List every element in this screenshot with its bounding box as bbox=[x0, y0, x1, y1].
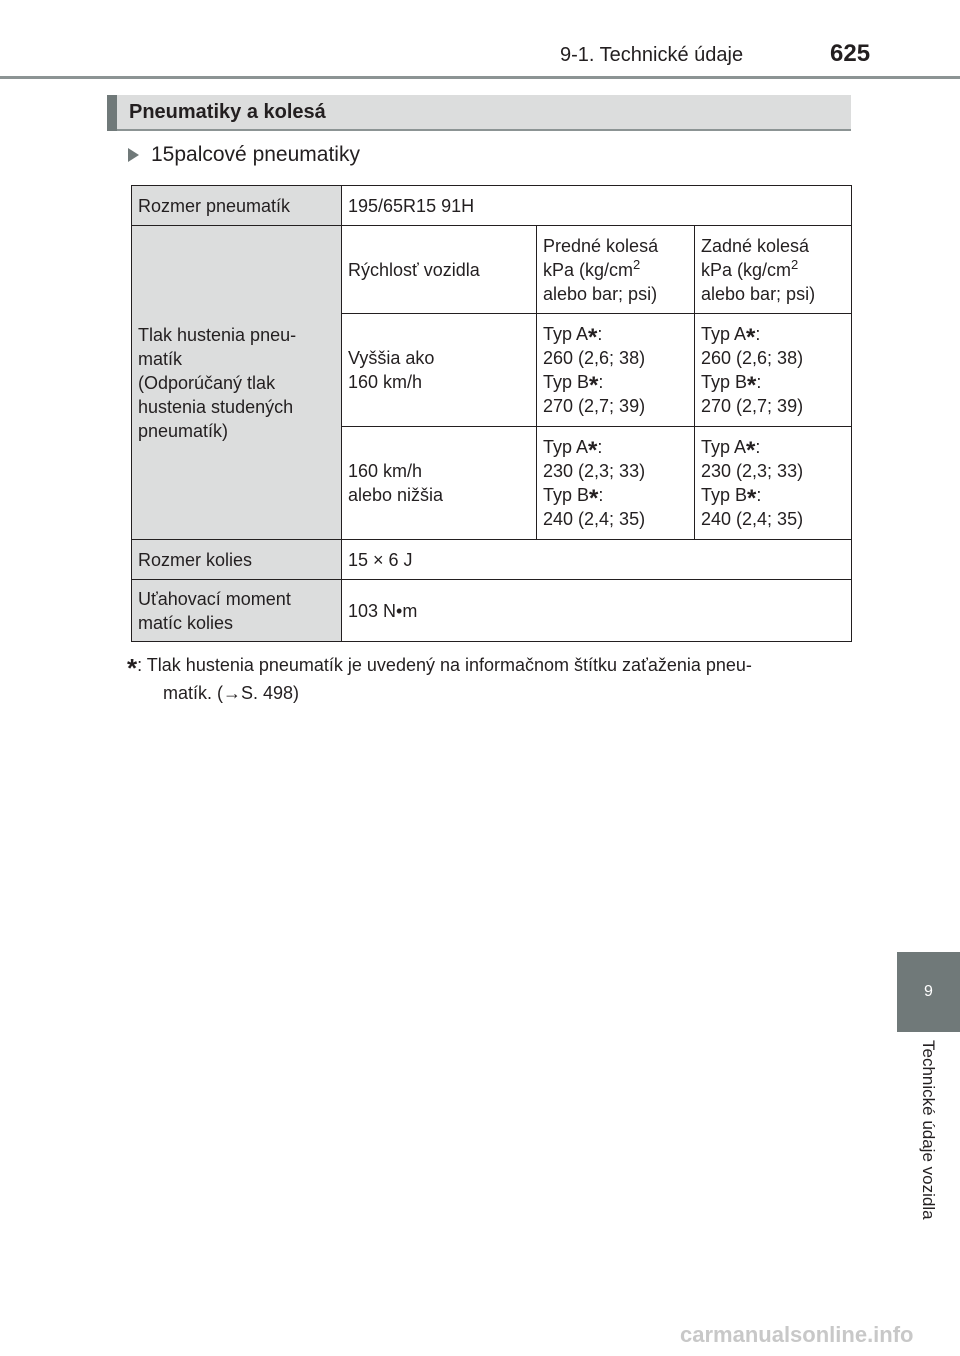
type-label: Typ A bbox=[701, 324, 747, 344]
wheel-size-label: Rozmer kolies bbox=[132, 540, 342, 580]
header-section-title: 9-1. Technické údaje bbox=[560, 44, 744, 66]
subheading-text: 15palcové pneumatiky bbox=[151, 143, 360, 166]
pressure-label-line: Tlak hustenia pneu- bbox=[138, 324, 297, 345]
front-header-line bbox=[543, 258, 688, 282]
superscript: 2 bbox=[633, 256, 641, 272]
type-b-value: 240 (2,4; 35) bbox=[543, 509, 646, 529]
type-label: Typ A bbox=[543, 437, 589, 457]
type-a-value: 260 (2,6; 38) bbox=[701, 348, 804, 368]
asterisk: * bbox=[588, 437, 598, 464]
type-b-value: 240 (2,4; 35) bbox=[701, 509, 804, 529]
asterisk: * bbox=[746, 437, 756, 464]
speed-header: Rýchlosť vozidla bbox=[342, 226, 537, 314]
type-a-label bbox=[701, 435, 845, 464]
rear-header-line: Zadné kolesá bbox=[701, 235, 810, 256]
asterisk: * bbox=[747, 485, 757, 512]
colon: : bbox=[597, 437, 603, 457]
type-a-value: 260 (2,6; 38) bbox=[543, 348, 646, 368]
pressure-label-line: (Odporúčaný tlak bbox=[138, 372, 276, 393]
speed-line: 160 km/h bbox=[348, 461, 423, 481]
chapter-number: 9 bbox=[924, 983, 933, 1000]
type-label: Typ B bbox=[701, 485, 748, 505]
section-accent bbox=[107, 95, 117, 131]
section-heading-bar bbox=[107, 95, 851, 131]
rear-header-line bbox=[701, 258, 845, 282]
type-label: Typ A bbox=[543, 324, 589, 344]
tire-spec-table bbox=[131, 185, 852, 642]
asterisk: * bbox=[746, 324, 756, 351]
chapter-tab bbox=[897, 952, 960, 1032]
torque-label bbox=[132, 580, 342, 642]
tire-size-value: 195/65R15 91H bbox=[342, 186, 852, 226]
pressure-label-line: matík bbox=[138, 348, 183, 369]
speed-cell bbox=[342, 314, 537, 427]
colon: : bbox=[755, 437, 761, 457]
table-row bbox=[132, 580, 852, 642]
footnote bbox=[127, 648, 857, 707]
table-row bbox=[132, 540, 852, 580]
pressure-label-line: pneumatík) bbox=[138, 420, 229, 441]
page-number: 625 bbox=[830, 40, 871, 67]
colon: : bbox=[755, 324, 761, 344]
type-a-label bbox=[701, 322, 845, 351]
rear-pressure-cell bbox=[695, 314, 852, 427]
torque-label-line: matíc kolies bbox=[138, 612, 234, 633]
type-label: Typ B bbox=[701, 372, 748, 392]
table-row bbox=[132, 186, 852, 226]
type-label: Typ B bbox=[543, 485, 590, 505]
colon: : bbox=[597, 324, 603, 344]
type-a-value: 230 (2,3; 33) bbox=[543, 461, 646, 481]
watermark: carmanualsonline.info bbox=[680, 1322, 914, 1347]
front-header-line: alebo bar; psi) bbox=[543, 283, 658, 304]
type-a-label bbox=[543, 322, 688, 351]
wheel-size-value: 15 × 6 J bbox=[342, 540, 852, 580]
rear-header bbox=[695, 226, 852, 314]
asterisk: * bbox=[747, 372, 757, 399]
rear-pressure-cell bbox=[695, 427, 852, 540]
colon: : bbox=[756, 485, 762, 505]
asterisk: * bbox=[588, 324, 598, 351]
asterisk: * bbox=[589, 485, 599, 512]
rear-header-line: alebo bar; psi) bbox=[701, 283, 816, 304]
type-b-label bbox=[701, 370, 845, 399]
speed-line: 160 km/h bbox=[348, 372, 423, 392]
footnote-text: : Tlak hustenia pneumatík je uvedený na informačnom štítku zaťaženia pneu- bbox=[137, 655, 752, 675]
colon: : bbox=[598, 485, 604, 505]
chapter-label: Technické údaje vozidla bbox=[919, 1040, 938, 1220]
type-b-value: 270 (2,7; 39) bbox=[543, 396, 646, 416]
front-pressure-cell bbox=[537, 314, 695, 427]
section-title: Pneumatiky a kolesá bbox=[129, 101, 326, 123]
footnote-marker: * bbox=[127, 653, 138, 683]
front-pressure-cell bbox=[537, 427, 695, 540]
front-header-unit: kPa (kg/cm bbox=[543, 259, 634, 280]
pressure-label bbox=[132, 226, 342, 540]
footnote-line bbox=[127, 648, 857, 683]
table-row bbox=[132, 226, 852, 314]
type-a-value: 230 (2,3; 33) bbox=[701, 461, 804, 481]
type-b-label bbox=[543, 370, 688, 399]
header-divider bbox=[0, 76, 960, 79]
colon: : bbox=[598, 372, 604, 392]
speed-line: Vyššia ako bbox=[348, 348, 435, 368]
type-label: Typ A bbox=[701, 437, 747, 457]
tire-size-label: Rozmer pneumatík bbox=[132, 186, 342, 226]
speed-line: alebo nižšia bbox=[348, 485, 444, 505]
torque-value: 103 N•m bbox=[342, 580, 852, 642]
type-b-value: 270 (2,7; 39) bbox=[701, 396, 804, 416]
speed-cell bbox=[342, 427, 537, 540]
asterisk: * bbox=[589, 372, 599, 399]
superscript: 2 bbox=[791, 256, 799, 272]
footnote-text: matík. (→S. 498) bbox=[163, 683, 300, 703]
subheading bbox=[128, 143, 360, 167]
type-a-label bbox=[543, 435, 688, 464]
colon: : bbox=[756, 372, 762, 392]
triangle-bullet-icon bbox=[128, 148, 139, 162]
type-label: Typ B bbox=[543, 372, 590, 392]
front-header bbox=[537, 226, 695, 314]
type-b-label bbox=[543, 483, 688, 512]
type-b-label bbox=[701, 483, 845, 512]
pressure-label-line: hustenia studených bbox=[138, 396, 294, 417]
torque-label-line: Uťahovací moment bbox=[138, 588, 291, 609]
front-header-line: Predné kolesá bbox=[543, 235, 659, 256]
rear-header-unit: kPa (kg/cm bbox=[701, 259, 792, 280]
